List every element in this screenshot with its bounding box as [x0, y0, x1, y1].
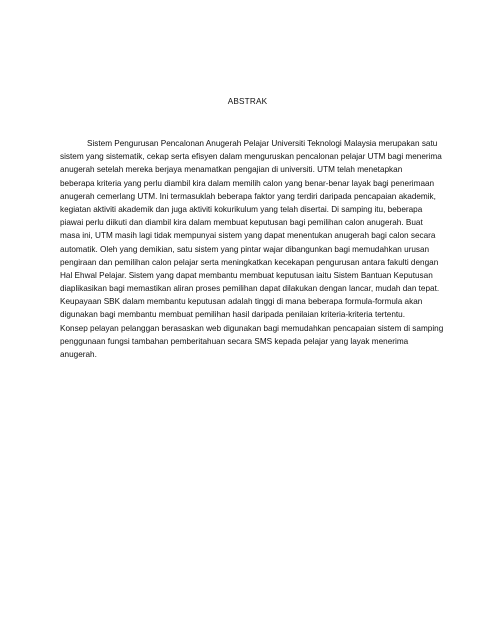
paragraph-line: diaplikasikan bagi memastikan aliran proses pemilihan dapat dilakukan dengan lancar, mudah dan tepat.	[60, 284, 440, 294]
paragraph-line: automatik. Oleh yang demikian, satu sistem yang pintar wajar dibangunkan bagi memudahkan urusan	[60, 244, 430, 254]
abstract-title: ABSTRAK	[227, 97, 268, 106]
paragraph-line: sistem yang sistematik, cekap serta efisyen dalam menguruskan pencalonan pelajar UTM bagi menerima	[60, 152, 442, 162]
paragraph-line: anugerah.	[60, 350, 97, 359]
abstract-paragraph	[60, 137, 455, 361]
paragraph-line: penggunaan fungsi tambahan pemberitahuan secara SMS kepada pelajar yang layak menerima	[60, 336, 409, 346]
paragraph-line: kegiatan aktiviti akademik dan juga aktiviti kokurikulum yang telah disertai. Di samping itu, beberapa	[60, 204, 423, 214]
paragraph-line: piawai perlu diikuti dan diambil kira dalam membuat keputusan bagi pemilihan calon anugerah. Buat	[60, 218, 423, 228]
paragraph-line: Hal Ehwal Pelajar. Sistem yang dapat membantu membuat keputusan iaitu Sistem Bantuan Keputusan	[60, 270, 433, 280]
paragraph-line: pengiraan dan pemilihan calon pelajar serta meningkatkan kecekapan pengurusan antara fakulti dengan	[60, 257, 439, 267]
paragraph-line: Konsep pelayan pelanggan berasaskan web digunakan bagi memudahkan pencapaian sistem di samping	[60, 323, 444, 333]
paragraph-line: Keupayaan SBK dalam membantu keputusan adalah tinggi di mana beberapa formula-formula akan	[60, 297, 423, 307]
paragraph-line: digunakan bagi membantu membuat pemilihan hasil daripada penilaian kriteria-kriteria tertentu.	[60, 310, 405, 320]
paragraph-line: beberapa kriteria yang perlu diambil kira dalam memilih calon yang benar-benar layak bagi penerimaan	[60, 178, 435, 188]
paragraph-line: anugerah cemerlang UTM. Ini termasuklah beberapa faktor yang terdiri daripada pencapaian akademik,	[60, 191, 436, 201]
paragraph-line: masa ini, UTM masih lagi tidak mempunyai sistem yang dapat menentukan anugerah bagi calon secara	[60, 231, 436, 241]
paragraph-line: Sistem Pengurusan Pencalonan Anugerah Pelajar Universiti Teknologi Malaysia merupakan satu	[87, 139, 438, 148]
paragraph-line: anugerah setelah mereka berjaya menamatkan pengajian di universiti. UTM telah menetapkan	[60, 165, 403, 175]
